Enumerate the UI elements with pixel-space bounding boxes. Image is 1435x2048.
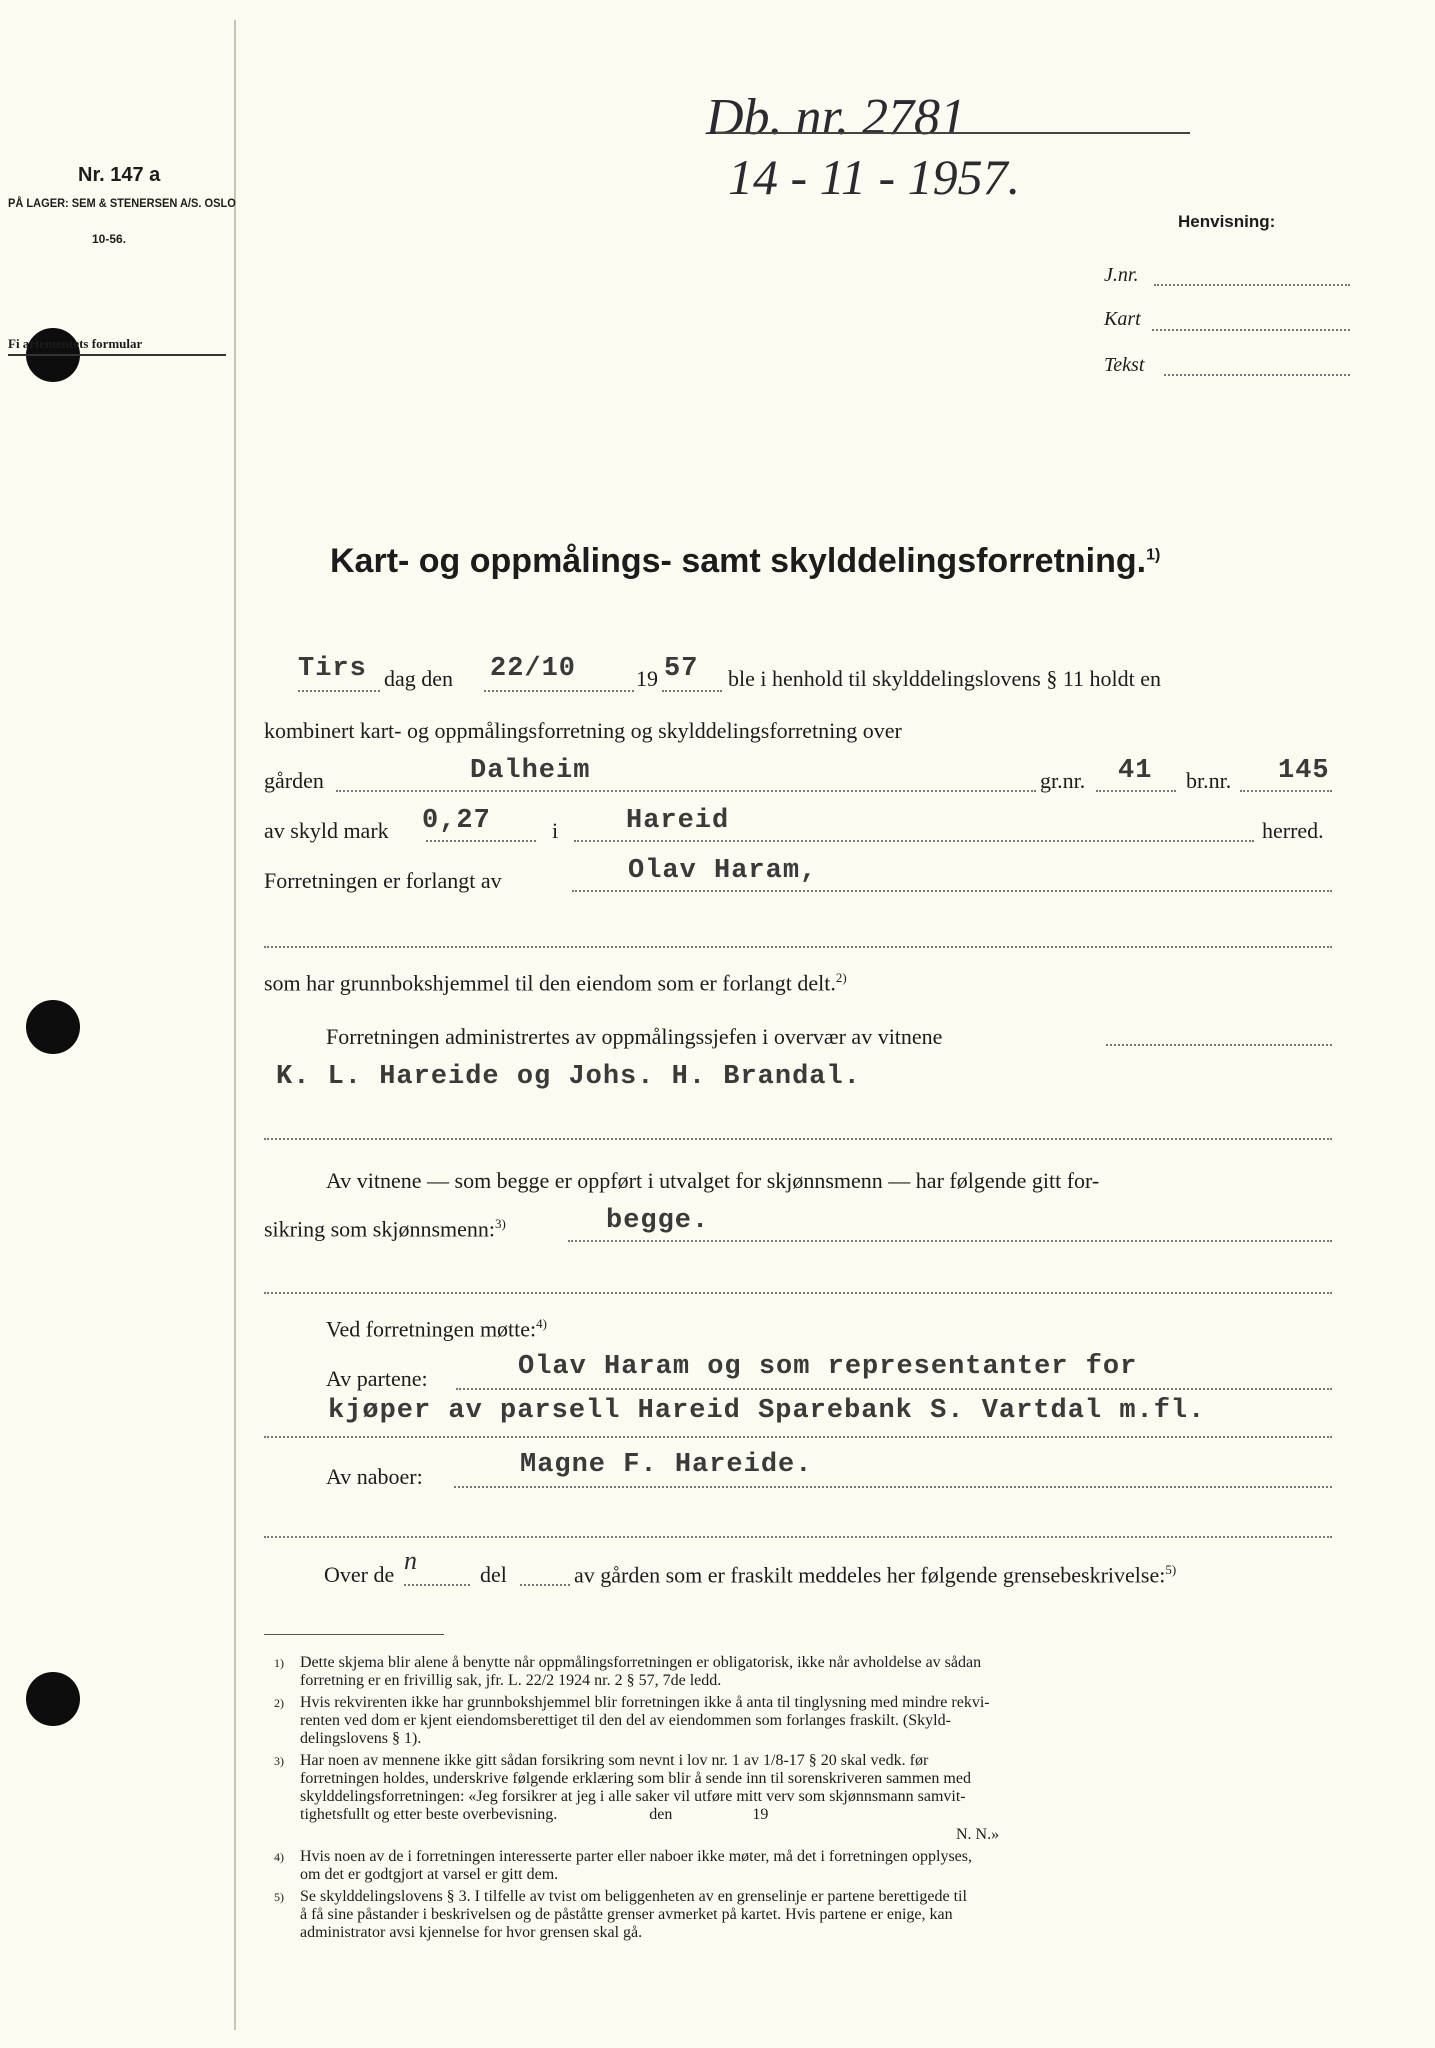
paragraph1-rest: ble i henhold til skylddelingslovens § 11 holdt en (728, 666, 1162, 691)
reference-tekst: Tekst (1104, 354, 1145, 376)
date-value: 22/10 (490, 654, 577, 684)
vitner-line2: sikring som skjønnsmenn:$^{3)}$ (264, 1216, 506, 1242)
form-underline (8, 354, 226, 356)
forlangt-value: Olav Haram, (628, 856, 818, 886)
footnote-4: 4) Hvis noen av de i forretningen interesserte parter eller naboer ikke møter, må det i forretningen opplyses, om det er godtgjort at varsel er gitt dem. (274, 1848, 973, 1883)
forlangt-label: Forretningen er forlangt av (264, 868, 502, 893)
footnote-3-signature: N. N.» (956, 1826, 1000, 1843)
vitner-value: K. L. Hareide og Johs. H. Brandal. (276, 1062, 861, 1092)
herred-label: herred. (1262, 818, 1324, 843)
form-formular: Fi artementets formular (8, 336, 143, 351)
footnote-2: 2) Hvis rekvirenten ikke har grunnbokshjemmel blir forretningen ikke å anta til tinglysning med mindre rekvi- renten ved dom er kjent eiendomsberettiget til den del av eiendommen som forlanges fraskilt. (Skyld- delingslovens § 1). (274, 1694, 990, 1747)
over-den-suffix: n (404, 1546, 417, 1575)
grnr-label: gr.nr. (1040, 768, 1086, 793)
i-label: i (552, 818, 559, 843)
skyld-mark-value: 0,27 (422, 806, 491, 836)
grensebeskrivelse-text: av gården som er fraskilt meddeles her følgende grensebeskrivelse:$^{5)}$ (574, 1562, 1177, 1588)
vitner-line1: Av vitnene — som begge er oppført i utvalget for skjønnsmenn — har følgende gitt for- (326, 1168, 1100, 1193)
weekday-value: Tirs (298, 654, 367, 684)
naboer-value: Magne F. Hareide. (520, 1450, 813, 1480)
handwritten-underline (716, 132, 1190, 134)
brnr-value: 145 (1278, 756, 1330, 786)
footnote-1: 1) Dette skjema blir alene å benytte når oppmålingsforretningen er obligatorisk, ikke når avholdelse av sådan forretning er en frivillig sak, jfr. L. 22/2 1924 nr. 2 § 57, 7de ledd. (274, 1654, 982, 1689)
garden-value: Dalheim (470, 756, 591, 786)
partene-value-line2: kjøper av parsell Hareid Sparebank S. Vartdal m.fl. (328, 1396, 1206, 1426)
naboer-label: Av naboer: (326, 1464, 423, 1489)
punch-hole (26, 1000, 80, 1054)
paragraph1-line2: kombinert kart- og oppmålingsforretning og skylddelingsforretning over (264, 718, 902, 743)
punch-hole (26, 1672, 80, 1726)
form-number: Nr. 147 a (78, 164, 161, 186)
year-prefix: 19 (636, 666, 658, 691)
year-value: 57 (664, 654, 699, 684)
reference-jnr: J.nr. (1104, 264, 1139, 286)
handwritten-doc-number: Db. nr. 2781 (706, 89, 967, 146)
handwritten-date: 14 - 11 - 1957. (728, 149, 1021, 205)
form-supplier: PÅ LAGER: SEM & STENERSEN A/S. OSLO (8, 196, 236, 210)
footnote-5: 5) Se skylddelingslovens § 3. I tilfelle av tvist om beliggenheten av en grenselinje er partene berettigede til å få sine påstander i beskrivelsen og de påståtte grenser avmerket på kartet. Hvis partene er enige, kan administrator avsi kjennelse for hvor grensen skal gå. (274, 1888, 967, 1941)
brnr-label: br.nr. (1186, 768, 1232, 793)
herred-name-value: Hareid (626, 806, 730, 836)
reference-heading: Henvisning: (1178, 212, 1276, 231)
grnr-value: 41 (1118, 756, 1153, 786)
dag-den-label: dag den (384, 666, 454, 691)
del-label: del (480, 1562, 507, 1587)
form-date-code: 10-56. (92, 232, 127, 246)
grunnbok-text: som har grunnbokshjemmel til den eiendom som er forlangt delt.$^{2)}$ (264, 970, 847, 996)
reference-kart: Kart (1104, 308, 1141, 330)
administrert-text: Forretningen administrertes av oppmålingssjefen i overvær av vitnene (326, 1024, 943, 1049)
garden-label: gården (264, 768, 324, 793)
motte-label: Ved forretningen møtte:$^{4)}$ (326, 1316, 548, 1342)
skjonnsmenn-value: begge. (606, 1206, 710, 1236)
footnote-separator (264, 1634, 444, 1635)
partene-value-line1: Olav Haram og som representanter for (518, 1352, 1138, 1382)
footnote-3: 3) Har noen av mennene ikke gitt sådan forsikring som nevnt i lov nr. 1 av 1/8-17 § 20 skal vedk. før forretningen holdes, underskrive følgende erklæring som blir å sende inn til sorenskriveren sammen med skylddelingsforretningen: «Jeg forsikrer at jeg i alle saker vil utføre mitt verv som skjønnsmann samvit- tighetsfullt og etter beste overbevisning. den 19 (274, 1752, 971, 1823)
partene-label: Av partene: (326, 1366, 428, 1391)
margin-line (234, 20, 236, 2030)
skyld-label: av skyld mark (264, 818, 389, 843)
page-title: Kart- og oppmålings- samt skylddelingsforretning.$^{1)}$ (330, 542, 1161, 580)
over-label: Over de (324, 1562, 395, 1587)
